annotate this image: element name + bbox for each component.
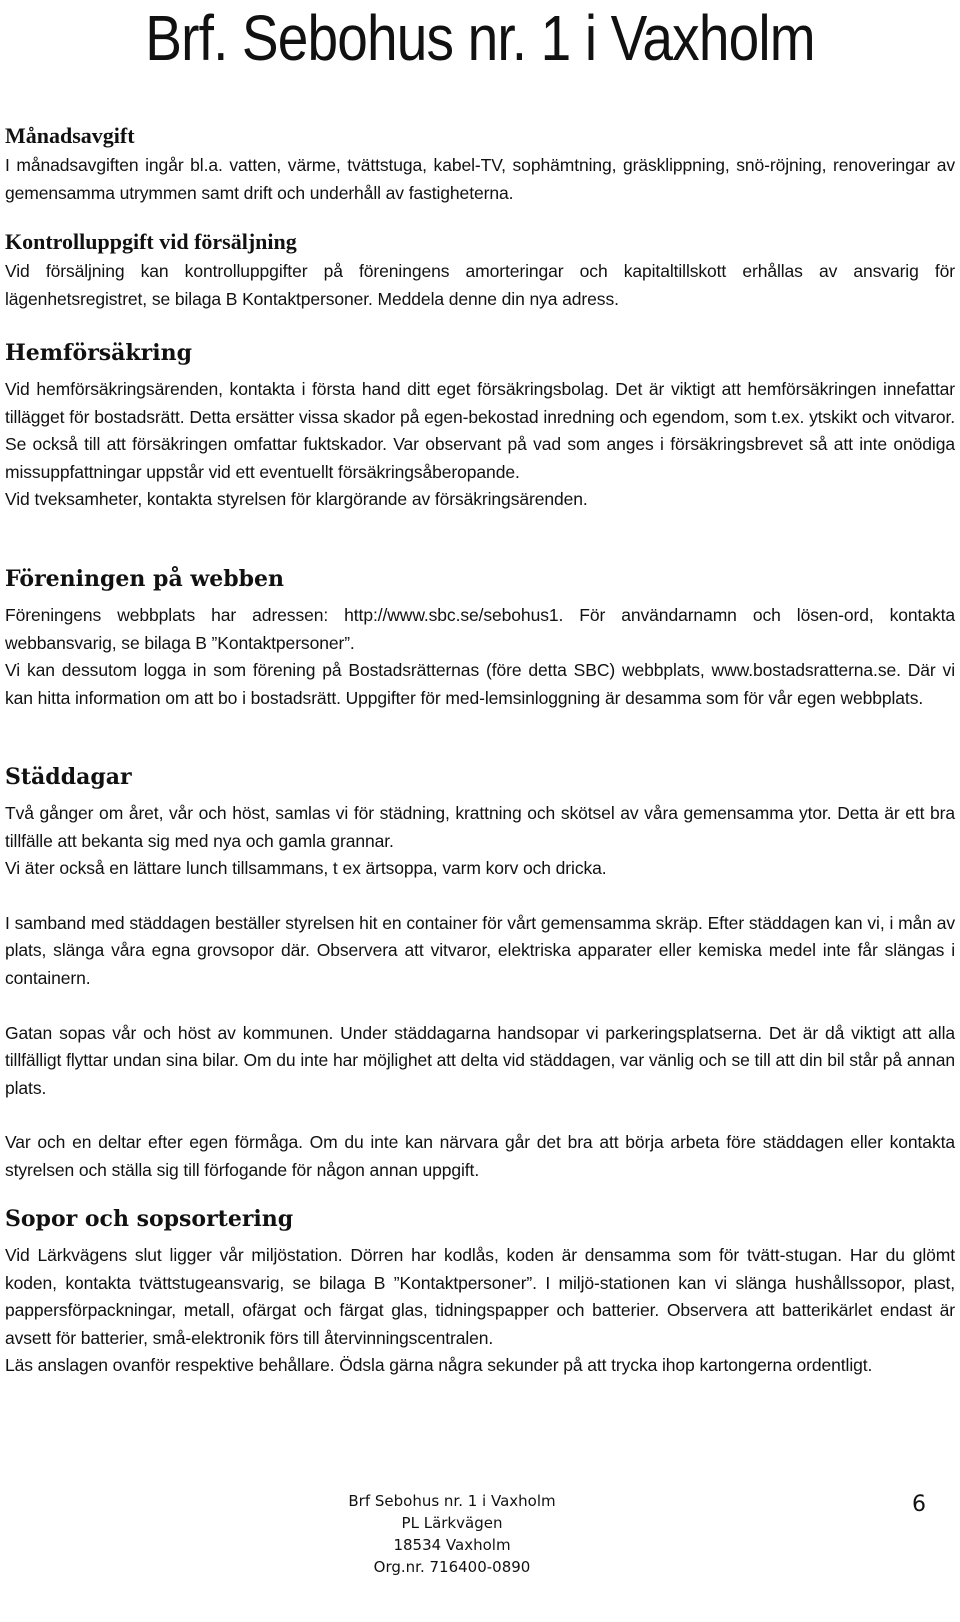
paragraph: I samband med städdagen beställer styrelsen hit en container för vårt gemensamma skräp. Efter städdagen kan vi, i mån av plats, slänga våra egna grovsopor där. Observera att vitvaror, elektriska apparater eller kemiska medel inte får slängas i containern. — [5, 912, 955, 988]
paragraph: Läs anslagen ovanför respektive behållare. Ödsla gärna några sekunder på att trycka ihop kartongerna ordentligt. — [5, 1355, 873, 1376]
paragraph: Vid försäljning kan kontrolluppgifter på föreningens amorteringar och kapitaltillskott erhållas av ansvarig för lägenhetsregistret, se bilaga B Kontaktpersoner. Meddela denne din nya adress. — [5, 261, 955, 309]
section-sopor — [5, 1204, 955, 1380]
section-kontrolluppgift — [5, 228, 955, 338]
section-title: Sopor och sopsortering — [5, 1206, 294, 1232]
paragraph: Var och en deltar efter egen förmåga. Om du inte kan närvara går det bra att börja arbeta före städdagen eller kontakta styrelsen och ställa sig till förfogande för någon annan uppgift. — [5, 1132, 955, 1180]
section-hemforsakring — [5, 338, 955, 564]
section-title: Hemförsäkring — [5, 340, 192, 366]
page-header: Brf. Sebohus nr. 1 i Vaxholm — [145, 2, 815, 74]
section-title: Föreningen på webben — [5, 566, 285, 592]
paragraph: Gatan sopas vår och höst av kommunen. Under städdagarna handsopar vi parkeringsplatserna. Det är då viktigt att alla tillfälligt flyttar undan sina bilar. Om du inte har möjlighet att delta vid städdagen, var vänlig och se till att din bil står på annan plats. — [5, 1022, 955, 1098]
footer-postal: 18534 Vaxholm — [393, 1536, 511, 1554]
footer-org-name: Brf Sebohus nr. 1 i Vaxholm — [348, 1492, 556, 1510]
document-body — [5, 122, 955, 1380]
paragraph: Vid Lärkvägens slut ligger vår miljöstation. Dörren har kodlås, koden är densamma som för tvätt-stugan. Har du glömt koden, kontakta tvättstugeansvarig, se bilaga B ”Kontaktpersoner”. I miljö-stationen kan vi slänga hushållssopor, plast, pappersförpackningar, metall, ofärgat och färgat glas, tidningspapper och batterier. Observera att batterikärlet endast är avsett för batterier, små-elektronik förs till återvinningscentralen. — [5, 1245, 955, 1348]
footer-address — [312, 1490, 592, 1578]
paragraph: Vid tveksamheter, kontakta styrelsen för klargörande av försäkringsärenden. — [5, 489, 588, 510]
paragraph-gap — [5, 993, 955, 1020]
paragraph: Vi kan dessutom logga in som förening på Bostadsrätternas (före detta SBC) webbplats, www.bostadsratterna.se. Där vi kan hitta information om att bo i bostadsrätt. Uppgifter för med-lemsinloggning är desamma som för vår egen webbplats. — [5, 660, 955, 708]
paragraph: Föreningens webbplats har adressen: http://www.sbc.se/sebohus1. För användarnamn och lösen-ord, kontakta webbansvarig, se bilaga B ”Kontaktpersoner”. — [5, 605, 955, 653]
paragraph: Vi äter också en lättare lunch tillsammans, t ex ärtsoppa, varm korv och dricka. — [5, 858, 607, 879]
section-manadsavgift — [5, 122, 955, 228]
section-title: Städdagar — [5, 764, 132, 790]
section-foreningen-pa-webben — [5, 564, 955, 762]
paragraph: I månadsavgiften ingår bl.a. vatten, värme, tvättstuga, kabel-TV, sophämtning, gräsklippning, snö-röjning, renoveringar av gemensamma utrymmen samt drift och underhåll av fastigheterna. — [5, 155, 955, 203]
section-title: Månadsavgift — [5, 123, 135, 148]
section-staddagar — [5, 762, 955, 1204]
paragraph: Två gånger om året, vår och höst, samlas vi för städning, krattning och skötsel av våra gemensamma ytor. Detta är ett bra tillfälle att bekanta sig med nya och gamla grannar. — [5, 803, 955, 851]
footer-street: PL Lärkvägen — [401, 1514, 503, 1532]
paragraph: Vid hemförsäkringsärenden, kontakta i första hand ditt eget försäkringsbolag. Det är viktigt att hemförsäkringen innefattar tillägget för bostadsrätt. Detta ersätter vissa skador på egen-bekostad inredning och egendom, som t.ex. ytskikt och vitvaror. Se också till att försäkringen omfattar fuktskador. Var observant på vad som anges i försäkringsbrevet så att inte onödiga missuppfattningar uppstår vid ett eventuellt försäkringsåberopande. — [5, 379, 955, 482]
page-number: 6 — [912, 1492, 926, 1517]
section-title: Kontrolluppgift vid försäljning — [5, 229, 297, 254]
paragraph-gap — [5, 1102, 955, 1129]
footer-org-number: Org.nr. 716400-0890 — [373, 1558, 531, 1576]
paragraph-gap — [5, 883, 955, 910]
